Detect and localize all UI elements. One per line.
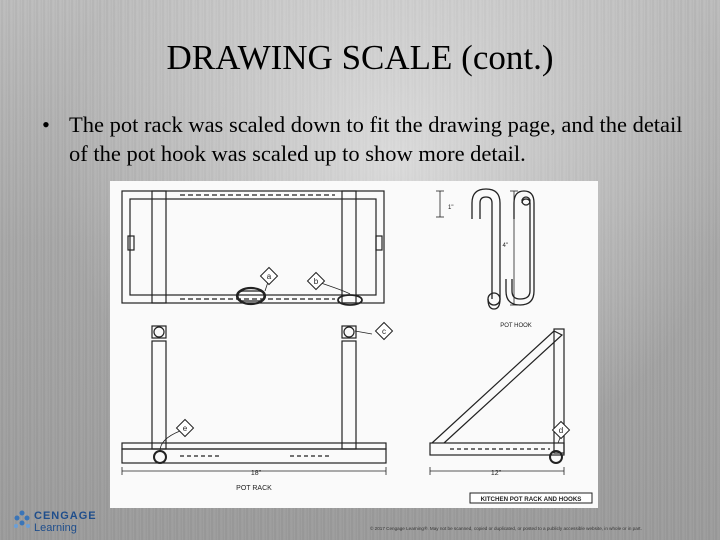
bullet-marker: • xyxy=(42,112,50,137)
svg-text:d: d xyxy=(558,426,564,435)
svg-text:c: c xyxy=(382,327,386,336)
callout-d xyxy=(553,422,570,439)
bullet-item xyxy=(42,110,692,168)
logo-sub: Learning xyxy=(34,522,77,534)
technical-drawing xyxy=(110,181,598,508)
slide-title: DRAWING SCALE (cont.) xyxy=(166,38,554,77)
rack-side-view xyxy=(430,329,564,463)
title-block xyxy=(470,493,592,503)
pot-hook-label: POT HOOK xyxy=(500,323,532,329)
dim-hook-height-label: 4" xyxy=(502,243,508,249)
cengage-logo-icon xyxy=(12,509,32,531)
rack-top-view xyxy=(122,191,384,305)
callout-a xyxy=(261,268,278,285)
svg-text:e: e xyxy=(182,424,188,433)
logo-name: CENGAGE xyxy=(34,510,97,522)
copyright-notice: © 2017 Cengage Learning®. May not be scanned, copied or duplicated, or posted to a publicly accessible website, in whole or in part. xyxy=(370,526,642,531)
svg-text:b: b xyxy=(313,277,319,286)
rack-front-view xyxy=(122,326,386,463)
dim-rack-width-label: 18" xyxy=(250,470,262,477)
svg-text:KITCHEN POT RACK AND HOOKS: KITCHEN POT RACK AND HOOKS xyxy=(480,496,582,503)
svg-text:a: a xyxy=(266,272,272,281)
bullet-text: The pot rack was scaled down to fit the drawing page, and the detail of the pot hook was scaled up to show more detail. xyxy=(69,112,683,166)
callout-c xyxy=(376,323,393,340)
dim-hook-top-label: 1" xyxy=(448,205,454,211)
cengage-logo xyxy=(12,507,97,537)
callout-b xyxy=(308,273,325,290)
callout-e xyxy=(177,420,194,437)
pot-hook-drawing xyxy=(472,189,534,309)
dim-side-width-label: 12" xyxy=(490,470,502,477)
pot-rack-label: POT RACK xyxy=(236,485,272,492)
